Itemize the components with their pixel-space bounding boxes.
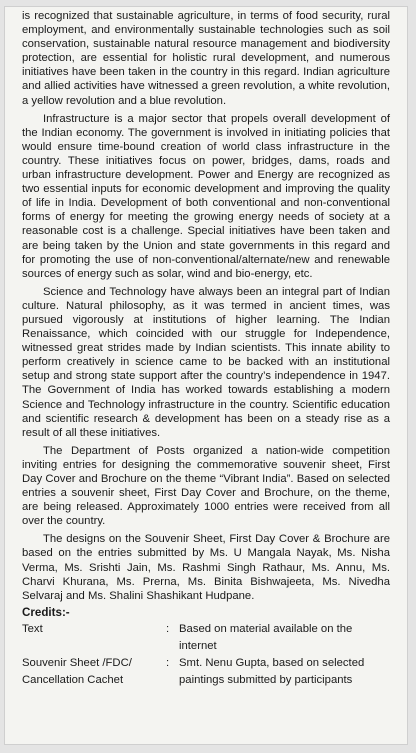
credit-colon: : [166, 623, 170, 636]
credits-heading: Credits:- [22, 605, 70, 619]
paragraph-competition: The Department of Posts organized a nation-wide competition inviting entries for designing the commemorative souvenir sheet, First Day Cover and Brochure on the theme “Vibrant India”. Based on selected entries a souvenir sheet, First Day Cover and Brochure, on the theme, are being released. Approximately 1000 entries were received from all over the country. [22, 444, 390, 528]
credit-label: Text [22, 623, 43, 636]
credit-row-design [22, 655, 390, 672]
credit-label: Cancellation Cachet [22, 674, 124, 687]
credit-label: Souvenir Sheet /FDC/ [22, 657, 132, 670]
credit-value: Based on material available on the internet [179, 623, 353, 653]
credit-row-cachet [22, 672, 390, 689]
brochure-page [4, 6, 408, 745]
credit-value: paintings submitted by participants [179, 674, 353, 687]
paragraph-infrastructure: Infrastructure is a major sector that propels overall development of the Indian economy. The government is involved in initiating policies that would ensure time-bound creation of world class infrastructure in the country. These initiatives focus on power, bridges, dams, roads and urban infrastructure development. Power and Energy are recognized as two essential inputs for economic development and improving the quality of life in India. Development of both conventional and non-conventional forms of energy for meeting the growing energy needs of society at a reasonable cost is a challenge. Special initiatives have been taken and are being taken by the Union and state governments in this regard and for promoting the use of non-conventional/alternate/new and renewable sources of energy such as solar, wind and bio-energy, etc. [22, 112, 390, 280]
credit-row-text [22, 621, 390, 655]
credit-colon: : [166, 657, 170, 670]
paragraph-designs: The designs on the Souvenir Sheet, First Day Cover & Brochure are based on the entries submitted by Ms. U Mangala Nayak, Ms. Nisha Verma, Ms. Srishti Jain, Ms. Rashmi Singh Rathaur, Ms. Annu, Ms. Charvi Khurana, Ms. Prerna, Ms. Binita Bishwajeeta, Ms. Nivedha Selvaraj and Ms. Shalini Shashikant Hudpane. [22, 533, 390, 602]
credit-colon [166, 672, 179, 689]
paragraph-agriculture: is recognized that sustainable agriculture, in terms of food security, rural employment, and environmentally sustainable technologies such as soil conservation, sustainable natural resource management and biodiversity protection, are essential for holistic rural development, and numerous initiatives have been taken in the country in this regard. Indian agriculture and allied activities have witnessed a green revolution, a white revolution, a yellow revolution and a blue revolution. [22, 10, 390, 107]
paragraph-science-technology: Science and Technology have always been an integral part of Indian culture. Natural philosophy, as it was termed in ancient times, was pursued vigorously at institutions of higher learning. The Indian Renaissance, which coincided with our struggle for Independence, witnessed great strides made by Indian scientists. This innate ability to perform creatively in science came to be backed with an institutional setup and strong state support after the country’s independence in 1947. The Government of India has worked towards establishing a modern Science and Technology infrastructure in the country. Scientific education and scientific research & development has been on a steady rise as a result of all these initiatives. [22, 285, 390, 439]
credits-list [22, 621, 390, 689]
credit-value: Smt. Nenu Gupta, based on selected [179, 657, 365, 670]
